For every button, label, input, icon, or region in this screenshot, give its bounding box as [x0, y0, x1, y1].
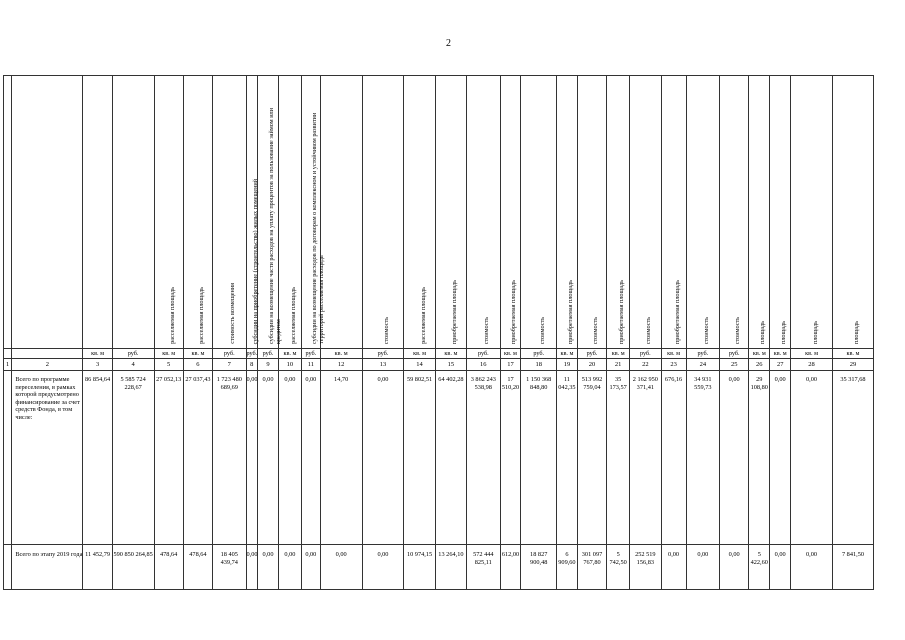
header-cell [246, 76, 258, 349]
table-cell: 1 150 368 848,80 [521, 371, 557, 545]
table-cell: 17 510,20 [500, 371, 521, 545]
table-cell: 0,00 [362, 545, 404, 590]
column-index-cell: 11 [301, 359, 320, 371]
table-cell: 0,00 [770, 545, 791, 590]
header-label: приобретаемая площадь [618, 279, 626, 344]
unit-cell: руб. [246, 350, 258, 358]
column-index-cell: 13 [362, 359, 404, 371]
table-cell [4, 371, 12, 545]
table-cell: 0,00 [301, 371, 320, 545]
header-cell [4, 76, 12, 349]
table-cell: 301 097 767,80 [577, 545, 606, 590]
row-label: Всего по программе переселения, в рамках которой предусмотрено финансирование за счет средств Фонда, в том числе: [12, 371, 83, 545]
unit-cell: кв. м [154, 349, 183, 359]
table-cell: 0,00 [320, 545, 362, 590]
header-label: приобретаемая площадь [450, 279, 458, 344]
header-cell [213, 76, 246, 349]
header-label: стоимость [382, 316, 390, 344]
unit-cell: кв. м [607, 349, 630, 359]
table-cell: 0,00 [362, 371, 404, 545]
unit-cell: руб. [521, 349, 557, 359]
table-cell: 29 108,80 [749, 371, 770, 545]
table-cell: 7 841,50 [832, 545, 873, 590]
unit-cell: кв. м [320, 349, 362, 359]
table-cell: 18 405 439,74 [213, 545, 246, 590]
unit-cell: кв. м [749, 349, 770, 359]
column-index-cell: 22 [630, 359, 661, 371]
table-cell: 35 317,68 [832, 371, 873, 545]
header-label: площадь [780, 321, 788, 344]
unit-cell: руб. [720, 349, 749, 359]
unit-cell: руб. [630, 349, 661, 359]
column-index-cell: 8 [246, 359, 258, 371]
header-cell [720, 76, 749, 349]
table-cell: 513 992 759,04 [577, 371, 606, 545]
column-index-cell: 7 [213, 359, 246, 371]
table-cell: 590 850 264,85 [112, 545, 154, 590]
table-cell: 2 162 950 371,41 [630, 371, 661, 545]
unit-cell: кв. м [183, 349, 212, 359]
table-cell: 0,00 [720, 545, 749, 590]
header-label: субсидии на возмещение расходов по договорам о комплексном и устойчивом развитии территорий расселяемая площадь [310, 112, 325, 344]
table-cell: 5 422,60 [749, 545, 770, 590]
header-label: расселяемая площадь [168, 287, 176, 344]
column-index-cell: 17 [500, 359, 521, 371]
column-index-cell: 27 [770, 359, 791, 371]
table-cell: 13 264,10 [435, 545, 466, 590]
header-label: площадь [759, 321, 767, 344]
table-cell: 11 452,79 [83, 545, 112, 590]
header-cell [686, 76, 719, 349]
table-row [4, 545, 874, 590]
table-cell: 572 444 825,11 [467, 545, 500, 590]
header-label: стоимость [538, 316, 546, 344]
column-index-cell: 6 [183, 359, 212, 371]
table-cell: 59 802,51 [404, 371, 435, 545]
unit-cell: руб. [577, 349, 606, 359]
header-cell [112, 76, 154, 349]
table-cell: 5 585 724 228,67 [112, 371, 154, 545]
header-label: расселяемая площадь [419, 287, 427, 344]
header-cell [791, 76, 833, 349]
unit-cell: руб. [362, 349, 404, 359]
table-cell: 11 042,35 [556, 371, 577, 545]
column-index-cell: 19 [556, 359, 577, 371]
table-cell: 34 931 559,73 [686, 371, 719, 545]
column-index-cell: 18 [521, 359, 557, 371]
page-number: 2 [446, 38, 451, 49]
header-cell [467, 76, 500, 349]
table-cell: 0,00 [661, 545, 686, 590]
column-index-cell: 20 [577, 359, 606, 371]
table-cell: 0,00 [720, 371, 749, 545]
header-row [4, 76, 874, 349]
column-index-cell: 3 [83, 359, 112, 371]
table-cell: 5 742,50 [607, 545, 630, 590]
header-label: расселяемая площадь [289, 287, 297, 344]
header-label: стоимость [734, 316, 742, 344]
table-cell: 252 519 156,83 [630, 545, 661, 590]
header-cell [749, 76, 770, 349]
header-label: приобретаемая площадь [566, 279, 574, 344]
table-cell: 0,00 [246, 545, 258, 590]
header-cell [435, 76, 466, 349]
table-cell: 0,00 [278, 545, 301, 590]
header-label: приобретаемая площадь [673, 279, 681, 344]
unit-cell [4, 349, 12, 359]
column-index-cell: 9 [258, 359, 279, 371]
column-index-cell: 10 [278, 359, 301, 371]
column-index-cell: 16 [467, 359, 500, 371]
unit-cell: руб. [112, 349, 154, 359]
column-index-cell: 5 [154, 359, 183, 371]
header-label: стоимость возмещения [229, 283, 237, 344]
header-label: стоимость [645, 316, 653, 344]
column-index-cell: 21 [607, 359, 630, 371]
table-cell: 14,70 [320, 371, 362, 545]
column-index-cell: 26 [749, 359, 770, 371]
column-index-cell: 2 [12, 359, 83, 371]
column-index-cell: 1 [4, 359, 12, 371]
unit-cell: руб. [258, 349, 279, 359]
table-cell: 35 173,57 [607, 371, 630, 545]
table-cell: 86 854,64 [83, 371, 112, 545]
unit-cell: руб. [301, 349, 320, 359]
header-cell [83, 76, 112, 349]
unit-cell: кв. м [83, 349, 112, 359]
header-label: стоимость [592, 316, 600, 344]
header-cell [278, 76, 301, 349]
table-cell: 27 037,43 [183, 371, 212, 545]
table-cell: 64 402,28 [435, 371, 466, 545]
unit-cell: руб. [213, 349, 246, 359]
unit-cell: кв. м [661, 349, 686, 359]
header-cell [556, 76, 577, 349]
header-label: расселяемая площадь [197, 287, 205, 344]
column-index-cell: 29 [832, 359, 873, 371]
header-cell [661, 76, 686, 349]
unit-cell: кв. м [770, 349, 791, 359]
table-cell: 478,64 [154, 545, 183, 590]
column-index-cell: 4 [112, 359, 154, 371]
unit-cell: кв. м [556, 349, 577, 359]
header-cell [521, 76, 557, 349]
table-cell: 18 827 900,48 [521, 545, 557, 590]
header-cell [301, 76, 325, 349]
header-cell [500, 76, 521, 349]
header-label: площадь [852, 321, 860, 344]
unit-cell: кв. м [435, 349, 466, 359]
header-cell [832, 76, 873, 349]
table-cell: 27 052,13 [154, 371, 183, 545]
unit-cell: кв. м [404, 349, 435, 359]
table-cell: 0,00 [246, 371, 258, 545]
column-index-cell: 23 [661, 359, 686, 371]
column-index-cell: 14 [404, 359, 435, 371]
unit-cell: кв. м [832, 349, 873, 359]
units-row [4, 349, 874, 359]
header-cell [630, 76, 661, 349]
table-cell: 0,00 [258, 371, 279, 545]
column-index-cell: 12 [320, 359, 362, 371]
table-row [4, 371, 874, 545]
column-index-cell: 24 [686, 359, 719, 371]
header-label: субсидии на возмещение части расходов на уплату процентов за пользование займом или кредитом [267, 108, 282, 344]
table-cell: 1 723 480 689,69 [213, 371, 246, 545]
table-cell: 478,64 [183, 545, 212, 590]
header-cell [607, 76, 630, 349]
column-index-cell: 28 [791, 359, 833, 371]
table-cell: 10 974,15 [404, 545, 435, 590]
header-cell [154, 76, 183, 349]
row-label: Всего по этапу 2019 года [12, 545, 83, 590]
column-index-row [4, 359, 874, 371]
table-cell: 6 909,60 [556, 545, 577, 590]
unit-cell: кв. м [791, 349, 833, 359]
unit-cell: кв. м [278, 349, 301, 359]
header-cell [770, 76, 791, 349]
header-label: субсидии на приобретение (строительство) жилых помещений [251, 178, 259, 344]
table-cell: 0,00 [791, 545, 833, 590]
resettlement-table [3, 75, 874, 590]
table-cell: 0,00 [301, 545, 320, 590]
table-cell: 0,00 [686, 545, 719, 590]
column-index-cell: 15 [435, 359, 466, 371]
table-cell: 3 862 243 538,98 [467, 371, 500, 545]
header-cell [320, 76, 362, 349]
header-label: стоимость [483, 316, 491, 344]
table-cell: 676,16 [661, 371, 686, 545]
table-cell: 0,00 [791, 371, 833, 545]
header-cell [404, 76, 435, 349]
column-index-cell: 25 [720, 359, 749, 371]
header-cell [258, 76, 282, 349]
table-cell: 612,00 [500, 545, 521, 590]
unit-cell [12, 349, 83, 359]
table-cell: 0,00 [258, 545, 279, 590]
header-cell [577, 76, 606, 349]
unit-cell: кв. м [500, 349, 521, 359]
header-label: площадь [811, 321, 819, 344]
header-cell [12, 76, 83, 349]
unit-cell: руб. [686, 349, 719, 359]
header-cell [362, 76, 404, 349]
header-cell [183, 76, 212, 349]
header-label: стоимость [702, 316, 710, 344]
table-cell: 0,00 [278, 371, 301, 545]
header-label: приобретаемая площадь [510, 279, 518, 344]
unit-cell: руб. [467, 349, 500, 359]
table-cell [4, 545, 12, 590]
table-cell: 0,00 [770, 371, 791, 545]
